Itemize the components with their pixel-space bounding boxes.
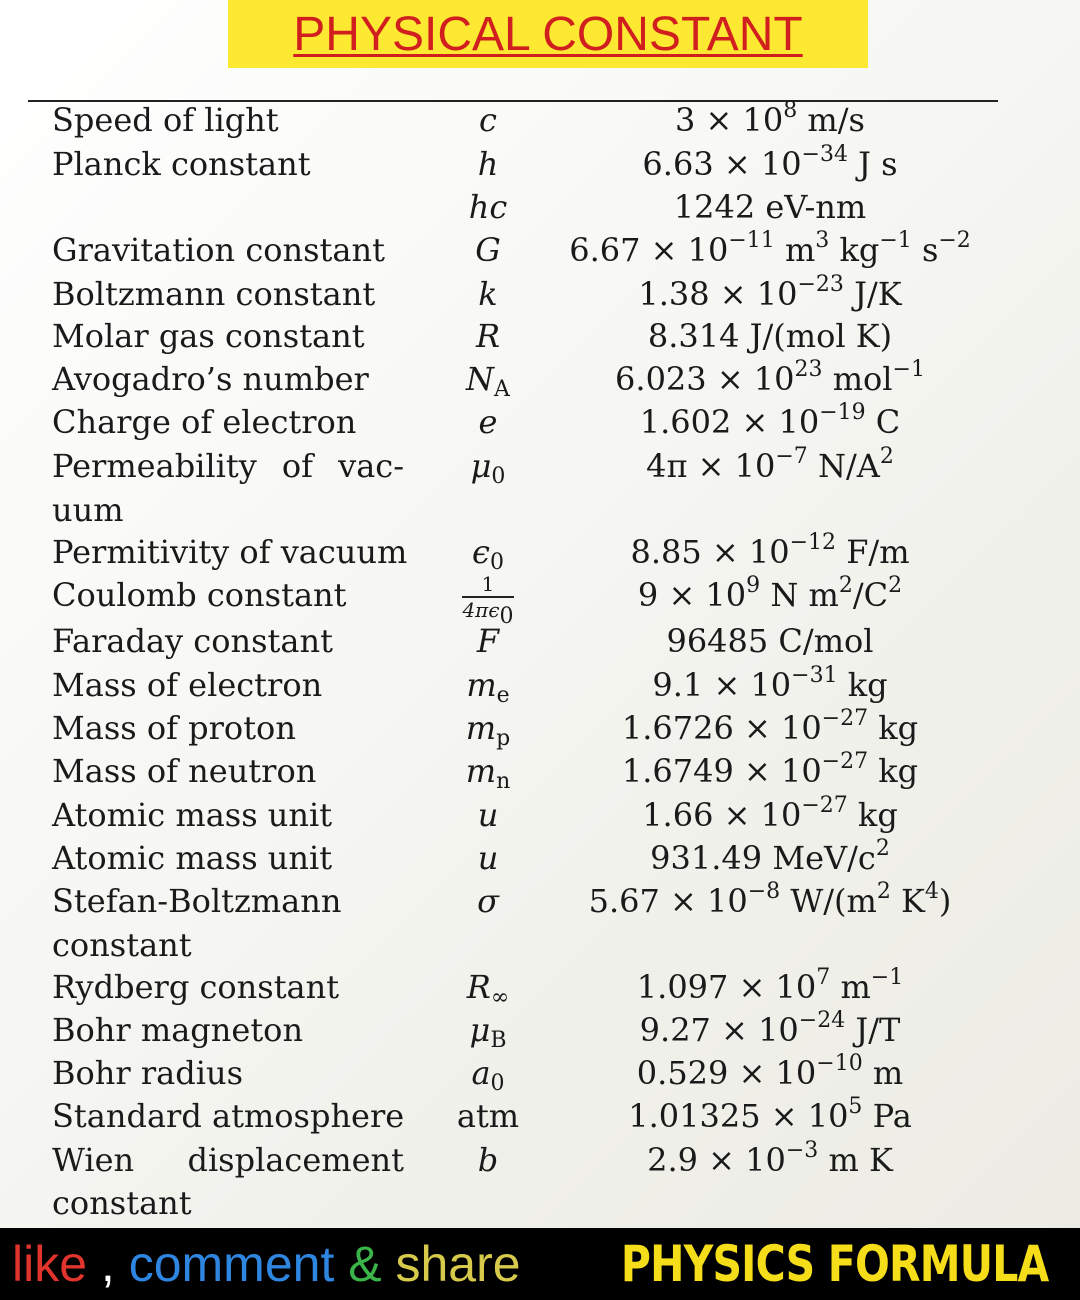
constant-value: $1.097 \times 10^7$ $m^{-1}$ (636, 965, 904, 1006)
constant-name: Bohr magneton (52, 1011, 304, 1049)
constant-name: Avogadro’s number (52, 360, 369, 398)
constant-name-continued: constant (52, 1184, 192, 1222)
constant-name: Boltzmann constant (52, 275, 376, 313)
constant-symbol: $\mu_B$ (469, 1011, 507, 1053)
constant-value: 96485 C/mol (666, 622, 874, 660)
constant-name: Bohr radius (52, 1054, 243, 1092)
constant-value: $1.6749 \times 10^{-27}$ kg (621, 749, 919, 790)
like-text: like (12, 1236, 88, 1292)
constant-symbol: c (479, 101, 497, 139)
constant-name: Rydberg constant (52, 968, 340, 1006)
constant-symbol: k (478, 275, 498, 313)
constant-value: $6.67 \times 10^{-11}$ $m^3$ $kg^{-1}$ $s^{-2}$ (569, 228, 971, 269)
constant-name: Atomic mass unit (52, 839, 333, 877)
constant-name: Molar gas constant (52, 317, 365, 355)
constant-value: 8.314 J/(mol K) (647, 317, 893, 355)
constant-name: Permitivity of vacuum (52, 533, 408, 571)
constant-symbol: G (475, 231, 501, 269)
constant-value: $1.6726 \times 10^{-27}$ kg (621, 706, 919, 747)
page-title: PHYSICAL CONSTANT (293, 7, 803, 61)
constant-value: $0.529 \times 10^{-10}$ m (636, 1051, 904, 1092)
constant-symbol: u (477, 796, 499, 834)
constant-value: 931.49 MeV/$c^2$ (650, 836, 890, 877)
constant-name: Permeability of vac- (52, 447, 404, 485)
constant-symbol: e (478, 403, 498, 441)
constant-symbol: $m_e$ (466, 666, 510, 708)
comma-text: , (87, 1236, 129, 1292)
call-to-action (12, 1235, 521, 1293)
constant-symbol: F (476, 622, 500, 660)
constant-name: Mass of electron (52, 666, 323, 704)
constant-symbol: $\epsilon_0$ (472, 533, 504, 575)
constant-symbol: $m_p$ (465, 709, 511, 751)
constant-value: $9.1 \times 10^{-31}$ kg (652, 663, 888, 704)
constant-name: Coulomb constant (52, 576, 347, 614)
constant-symbol: h (477, 145, 499, 183)
constant-value: $9.27 \times 10^{-24}$ J/T (639, 1008, 901, 1049)
footer-bar (0, 1228, 1080, 1300)
fraction-denominator: $4\pi\epsilon_0$ (462, 598, 514, 629)
constant-symbol: u (477, 839, 499, 877)
constant-name: Standard atmosphere (52, 1097, 405, 1135)
coulomb-fraction-symbol (440, 572, 536, 629)
constant-name: Charge of electron (52, 403, 357, 441)
constant-symbol: R (475, 317, 501, 355)
share-text: share (395, 1236, 521, 1292)
fraction-numerator: 1 (481, 572, 495, 596)
constant-name: Faraday constant (52, 622, 333, 660)
constant-value: $5.67 \times 10^{-8}$ $W/(m^2$ $K^4$) (588, 879, 952, 920)
constant-value: $6.63 \times 10^{-34}$ J s (642, 142, 898, 183)
title-banner (228, 0, 868, 68)
constant-name: Atomic mass unit (52, 796, 333, 834)
constant-name-continued: constant (52, 926, 192, 964)
constant-name-continued: uum (52, 491, 124, 529)
constant-symbol: $\mu_0$ (470, 447, 506, 489)
constant-name: Wien displacement (52, 1141, 404, 1179)
constant-value: $3 \times 10^8$ m/s (675, 98, 865, 139)
constant-symbol: $N_A$ (466, 360, 510, 402)
constant-value: $1.01325 \times 10^5$ Pa (628, 1094, 912, 1135)
constant-symbol: atm (456, 1097, 520, 1135)
constant-name: Mass of proton (52, 709, 296, 747)
constant-name: Gravitation constant (52, 231, 385, 269)
brand-logo: PHYSICS FORMULA (620, 1235, 1048, 1293)
constant-symbol: $R_\infty$ (466, 968, 510, 1010)
constant-symbol: $a_0$ (471, 1054, 505, 1096)
constant-value: $1.38 \times 10^{-23}$ J/K (638, 272, 902, 313)
constant-value: $6.023 \times 10^{23}$ mol$^{-1}$ (615, 357, 925, 398)
constant-value: $4\pi \times 10^{-7}$ $N/A^2$ (646, 444, 894, 485)
constant-symbol: b (477, 1141, 499, 1179)
constant-value: $1.66 \times 10^{-27}$ kg (642, 793, 898, 834)
constant-name: Planck constant (52, 145, 311, 183)
constant-name: Mass of neutron (52, 752, 317, 790)
constant-symbol: $m_n$ (465, 752, 511, 794)
constant-symbol: hc (468, 188, 508, 226)
constant-value: $2.9 \times 10^{-3}$ m K (647, 1138, 893, 1179)
comment-text: comment (128, 1236, 335, 1292)
constant-name: Stefan-Boltzmann (52, 882, 342, 920)
constant-symbol: σ (477, 882, 499, 920)
constant-name: Speed of light (52, 101, 279, 139)
ampersand-text: & (334, 1236, 396, 1292)
constant-value: $1.602 \times 10^{-19}$ C (639, 400, 901, 441)
constant-value: $8.85 \times 10^{-12}$ F/m (630, 530, 910, 571)
constant-value: 1242 eV-nm (673, 188, 867, 226)
constant-value: $9 \times 10^9$ N $m^2/C^2$ (637, 573, 903, 614)
